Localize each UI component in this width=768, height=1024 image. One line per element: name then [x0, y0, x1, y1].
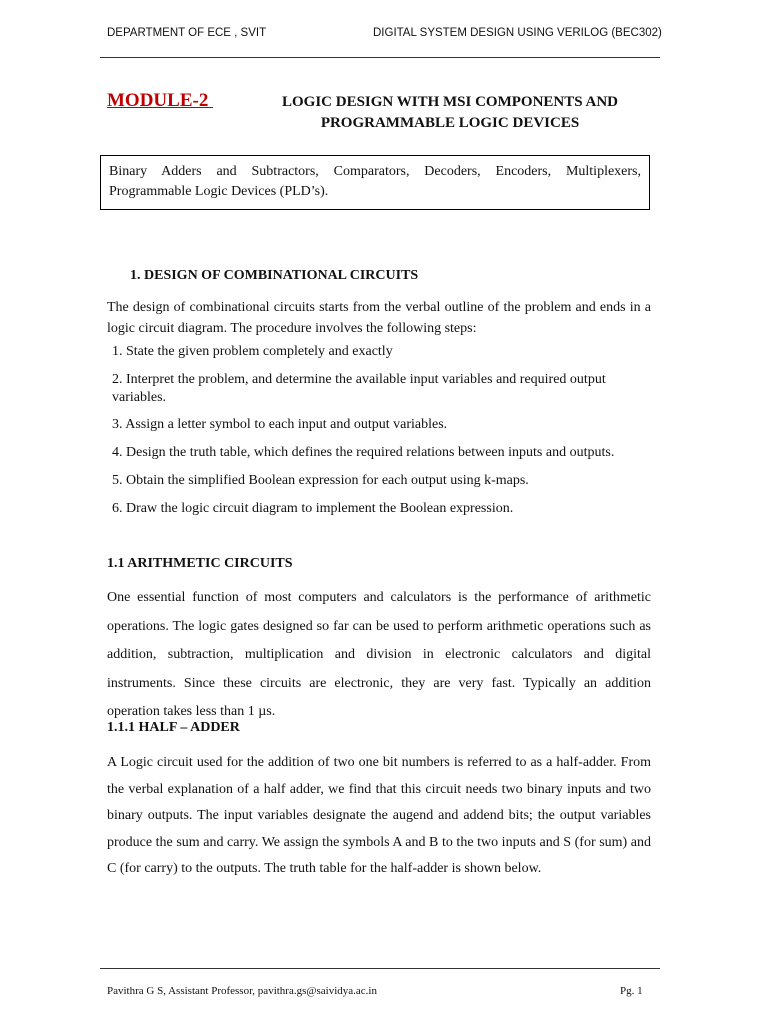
step-1: 1. State the given problem completely and exactly	[112, 344, 393, 359]
step-6: 6. Draw the logic circuit diagram to implement the Boolean expression.	[112, 501, 514, 516]
page-number: Pg. 1	[620, 985, 643, 997]
section-1-intro: The design of combinational circuits starts from the verbal outline of the problem and ends in a logic circuit diagram. The procedure involves the following steps:	[107, 300, 651, 336]
header-course: DIGITAL SYSTEM DESIGN USING VERILOG (BEC302)	[373, 27, 662, 39]
section-1-heading: 1. DESIGN OF COMBINATIONAL CIRCUITS	[130, 268, 419, 283]
step-2: 2. Interpret the problem, and determine the available input variables and required output variables.	[112, 372, 606, 405]
step-4: 4. Design the truth table, which defines the required relations between inputs and outputs.	[112, 445, 615, 460]
topics-box: Binary Adders and Subtractors, Comparators, Decoders, Encoders, Multiplexers, Programmable Logic Devices (PLD’s).	[100, 155, 650, 210]
header-rule	[100, 57, 660, 58]
section-1-1-1-body: A Logic circuit used for the addition of two one bit numbers is referred to as a half-adder. From the verbal explanation of a half adder, we find that this circuit needs two binary inputs and two binary outputs. The input variables designate the augend and addend bits; the output variables produce the sum and carry. We assign the symbols A and B to the two inputs and S (for sum) and C (for carry) to the outputs. The truth table for the half-adder is shown below.	[107, 755, 651, 876]
section-1-1-body: One essential function of most computers and calculators is the performance of arithmetic operations. The logic gates designed so far can be used to perform arithmetic operations such as addition, subtraction, multiplication and division in electronic calculators and digital instruments. Since these circuits are electronic, they are very fast. Typically an addition operation takes less than 1 µs.	[107, 590, 651, 719]
module-label: MODULE-2	[107, 90, 214, 111]
header-department: DEPARTMENT OF ECE , SVIT	[107, 27, 267, 39]
module-title: LOGIC DESIGN WITH MSI COMPONENTS AND PROGRAMMABLE LOGIC DEVICES	[281, 94, 619, 131]
step-5: 5. Obtain the simplified Boolean expression for each output using k-maps.	[112, 473, 529, 488]
section-1-1-1-heading: 1.1.1 HALF – ADDER	[107, 720, 240, 735]
footer-rule	[100, 968, 660, 969]
footer-author: Pavithra G S, Assistant Professor, pavithra.gs@saividya.ac.in	[107, 985, 377, 997]
section-1-1-heading: 1.1 ARITHMETIC CIRCUITS	[107, 556, 293, 571]
step-3: 3. Assign a letter symbol to each input and output variables.	[112, 417, 448, 432]
